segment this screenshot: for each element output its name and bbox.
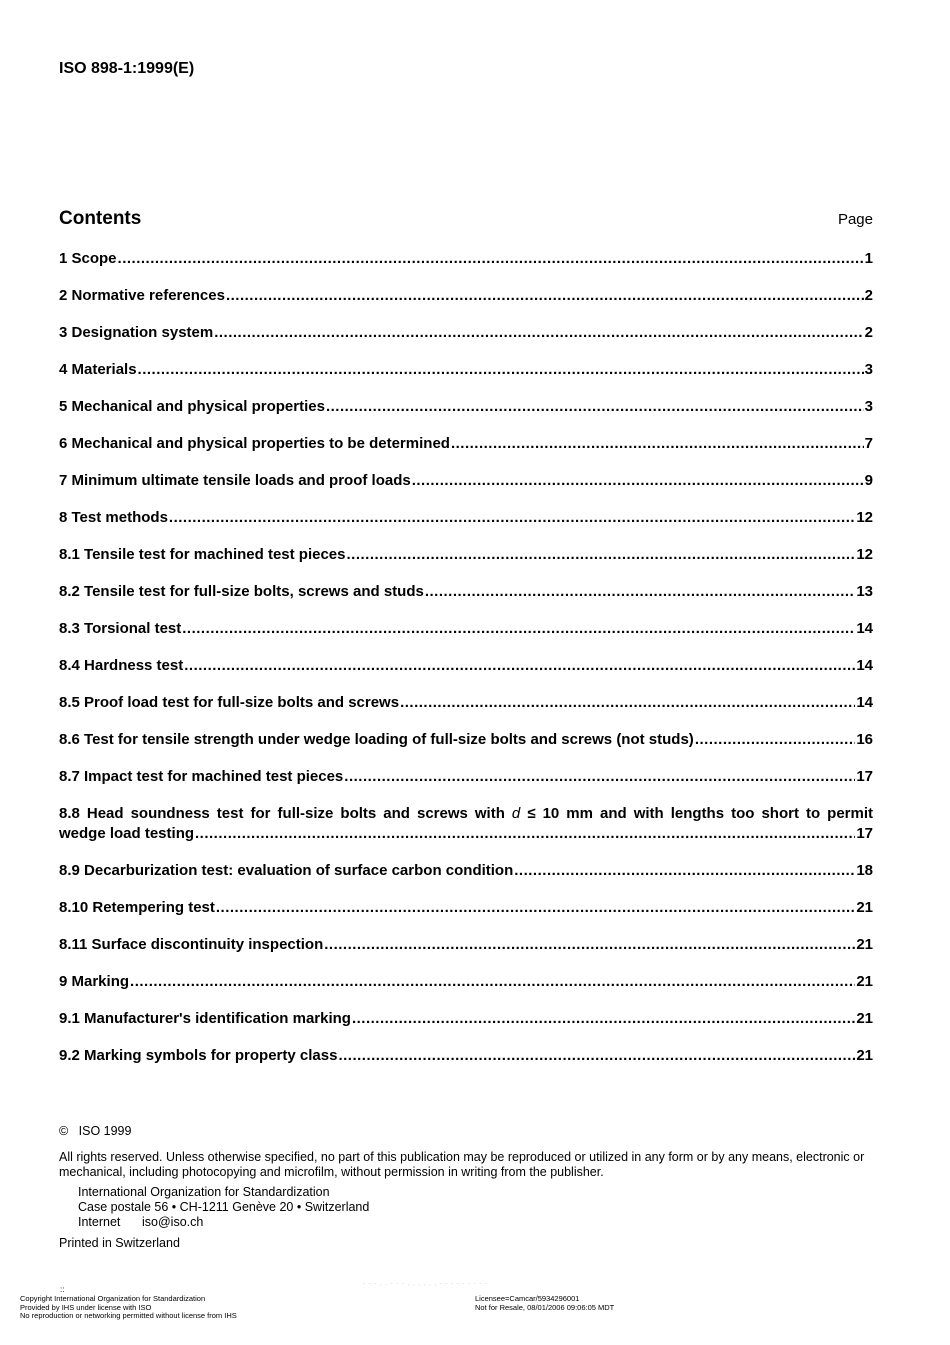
toc-entry-page: 21 bbox=[856, 1010, 873, 1027]
copyright-line bbox=[59, 1124, 874, 1139]
dot-leader bbox=[514, 861, 855, 881]
toc-entry-5-mechanical-physical[interactable] bbox=[59, 397, 873, 434]
toc-entry-9-2[interactable] bbox=[59, 1046, 873, 1083]
email-link[interactable]: iso@iso.ch bbox=[142, 1215, 204, 1229]
dot-leader bbox=[338, 1046, 855, 1066]
toc-entry-title: 8.3 Torsional test bbox=[59, 620, 182, 637]
toc-entry-9-marking[interactable] bbox=[59, 972, 873, 1009]
toc-entry-title: 9.1 Manufacturer's identification marking bbox=[59, 1010, 351, 1027]
toc-entry-title: 8.1 Tensile test for machined test pieces bbox=[59, 546, 346, 563]
toc-entry-title: 8 Test methods bbox=[59, 509, 168, 526]
toc-entry-8-2[interactable] bbox=[59, 582, 873, 619]
toc-entry-title: 8.11 Surface discontinuity inspection bbox=[59, 936, 324, 953]
toc-entry-page: 13 bbox=[856, 583, 873, 600]
footer-no-reproduction: No reproduction or networking permitted without license from IHS bbox=[20, 1311, 237, 1321]
toc-entry-title-part: 8.8 Head soundness test for full-size bolts and screws with bbox=[59, 805, 505, 822]
dot-leader bbox=[214, 323, 863, 343]
footer-licensee: Licensee=Camcar/5934296001 bbox=[475, 1294, 580, 1303]
toc-entry-8-6[interactable] bbox=[59, 730, 873, 767]
toc-entry-page: 3 bbox=[864, 398, 873, 415]
footer-copyright: Copyright International Organization for Standardization bbox=[20, 1294, 206, 1303]
faint-marks: - - - , , - - - , , , , , , - - - - - - - - - bbox=[363, 1281, 488, 1287]
copyright-symbol: © bbox=[59, 1124, 69, 1138]
copyright-block bbox=[59, 1124, 874, 1251]
dot-leader bbox=[425, 582, 855, 602]
toc-entry-page: 1 bbox=[864, 250, 873, 267]
footer-right bbox=[475, 1295, 614, 1312]
toc-entry-page: 2 bbox=[864, 324, 873, 341]
organization-name: International Organization for Standardization bbox=[78, 1185, 330, 1199]
toc-entry-page: 21 bbox=[856, 973, 873, 990]
toc-entry-title: 6 Mechanical and physical properties to be determined bbox=[59, 435, 450, 452]
toc-entry-8-11[interactable] bbox=[59, 935, 873, 972]
toc-entry-4-materials[interactable] bbox=[59, 360, 873, 397]
dot-leader bbox=[695, 730, 856, 750]
dot-leader bbox=[226, 286, 864, 306]
organization-address bbox=[59, 1185, 874, 1230]
toc-entry-page: 3 bbox=[864, 361, 873, 378]
toc-entry-title-line2 bbox=[59, 824, 873, 844]
dot-leader bbox=[216, 898, 855, 918]
toc-entry-page: 12 bbox=[856, 509, 873, 526]
toc-entry-title: 5 Mechanical and physical properties bbox=[59, 398, 325, 415]
toc-entry-7-tensile-proof-loads[interactable] bbox=[59, 471, 873, 508]
toc-entry-title: 8.10 Retempering test bbox=[59, 899, 215, 916]
dot-leader bbox=[130, 972, 855, 992]
toc-entry-8-7[interactable] bbox=[59, 767, 873, 804]
toc-entry-page: 7 bbox=[864, 435, 873, 452]
toc-entry-title-part: ≤ 10 mm and with lengths too short to permit bbox=[527, 805, 874, 822]
postal-address: Case postale 56 • CH-1211 Genève 20 • Switzerland bbox=[78, 1200, 370, 1214]
toc-entry-page: 17 bbox=[856, 768, 873, 785]
toc-entry-8-1[interactable] bbox=[59, 545, 873, 582]
toc-entry-8-9[interactable] bbox=[59, 861, 873, 898]
toc-entry-page: 17 bbox=[856, 825, 873, 842]
toc-entry-title: 8.6 Test for tensile strength under wedge loading of full-size bolts and screws (not studs) bbox=[59, 731, 694, 748]
footer-not-for-resale: Not for Resale, 08/01/2006 09:06:05 MDT bbox=[475, 1302, 615, 1312]
toc-entry-8-10[interactable] bbox=[59, 898, 873, 935]
dot-leader bbox=[184, 656, 855, 676]
dot-leader bbox=[344, 767, 855, 787]
dot-leader bbox=[118, 249, 864, 269]
toc-entry-page: 21 bbox=[856, 1047, 873, 1064]
toc-entry-page: 12 bbox=[856, 546, 873, 563]
toc-entry-variable: d bbox=[511, 805, 521, 822]
toc-entry-title: 1 Scope bbox=[59, 250, 117, 267]
dot-leader bbox=[326, 397, 864, 417]
toc-entry-title: 2 Normative references bbox=[59, 287, 225, 304]
toc-entry-page: 16 bbox=[856, 731, 873, 748]
dot-leader bbox=[412, 471, 864, 491]
copyright-year: ISO 1999 bbox=[78, 1124, 132, 1138]
toc-entry-6-properties-determined[interactable] bbox=[59, 434, 873, 471]
toc-entry-3-designation-system[interactable] bbox=[59, 323, 873, 360]
toc-entry-page: 9 bbox=[864, 472, 873, 489]
toc-entry-page: 21 bbox=[856, 899, 873, 916]
toc-entry-title: 7 Minimum ultimate tensile loads and proof loads bbox=[59, 472, 411, 489]
footer-dots: :: bbox=[60, 1285, 65, 1294]
dot-leader bbox=[182, 619, 855, 639]
toc-entry-8-8[interactable] bbox=[59, 804, 873, 861]
toc-entry-8-3[interactable] bbox=[59, 619, 873, 656]
dot-leader bbox=[347, 545, 856, 565]
toc-entry-page: 21 bbox=[856, 936, 873, 953]
printed-in: Printed in Switzerland bbox=[59, 1236, 180, 1250]
dot-leader bbox=[451, 434, 864, 454]
toc-entry-title: 8.5 Proof load test for full-size bolts and screws bbox=[59, 694, 400, 711]
toc-entry-page: 14 bbox=[856, 620, 873, 637]
toc-entry-page: 14 bbox=[856, 694, 873, 711]
toc-entry-title: 3 Designation system bbox=[59, 324, 214, 341]
dot-leader bbox=[400, 693, 855, 713]
toc-entry-title: 4 Materials bbox=[59, 361, 137, 378]
dot-leader bbox=[195, 824, 855, 844]
dot-leader bbox=[352, 1009, 855, 1029]
toc-entry-title: wedge load testing bbox=[59, 825, 195, 842]
toc-entry-2-normative-references[interactable] bbox=[59, 286, 873, 323]
toc-entry-8-test-methods[interactable] bbox=[59, 508, 873, 545]
toc-entry-8-4[interactable] bbox=[59, 656, 873, 693]
rights-statement: All rights reserved. Unless otherwise specified, no part of this publication may be reproduced or utilized in any form or by any means, electronic or mechanical, including photocopying and microfilm, without permission in writing from the publisher. bbox=[59, 1150, 865, 1179]
toc-entry-title: 8.7 Impact test for machined test pieces bbox=[59, 768, 344, 785]
table-of-contents bbox=[59, 249, 873, 1083]
page-column-label: Page bbox=[837, 211, 873, 228]
contents-heading bbox=[59, 208, 873, 230]
toc-entry-title: 9.2 Marking symbols for property class bbox=[59, 1047, 338, 1064]
footer-left bbox=[20, 1286, 237, 1321]
toc-entry-page: 14 bbox=[856, 657, 873, 674]
toc-entry-title: 9 Marking bbox=[59, 973, 130, 990]
dot-leader bbox=[138, 360, 864, 380]
internet-line bbox=[78, 1215, 874, 1230]
toc-entry-title: 8.2 Tensile test for full-size bolts, screws and studs bbox=[59, 583, 424, 600]
contents-title: Contents bbox=[59, 208, 142, 229]
toc-entry-8-5[interactable] bbox=[59, 693, 873, 730]
toc-entry-1-scope[interactable] bbox=[59, 249, 873, 286]
toc-entry-title: 8.4 Hardness test bbox=[59, 657, 184, 674]
document-id: ISO 898-1:1999(E) bbox=[59, 60, 195, 77]
dot-leader bbox=[324, 935, 855, 955]
toc-entry-9-1[interactable] bbox=[59, 1009, 873, 1046]
toc-entry-title: 8.9 Decarburization test: evaluation of surface carbon condition bbox=[59, 862, 514, 879]
toc-entry-title-line1 bbox=[59, 804, 873, 824]
dot-leader bbox=[169, 508, 855, 528]
toc-entry-page: 2 bbox=[864, 287, 873, 304]
toc-entry-page: 18 bbox=[856, 862, 873, 879]
internet-label: Internet bbox=[78, 1215, 121, 1229]
footer-provided: Provided by IHS under license with ISO bbox=[20, 1302, 152, 1312]
